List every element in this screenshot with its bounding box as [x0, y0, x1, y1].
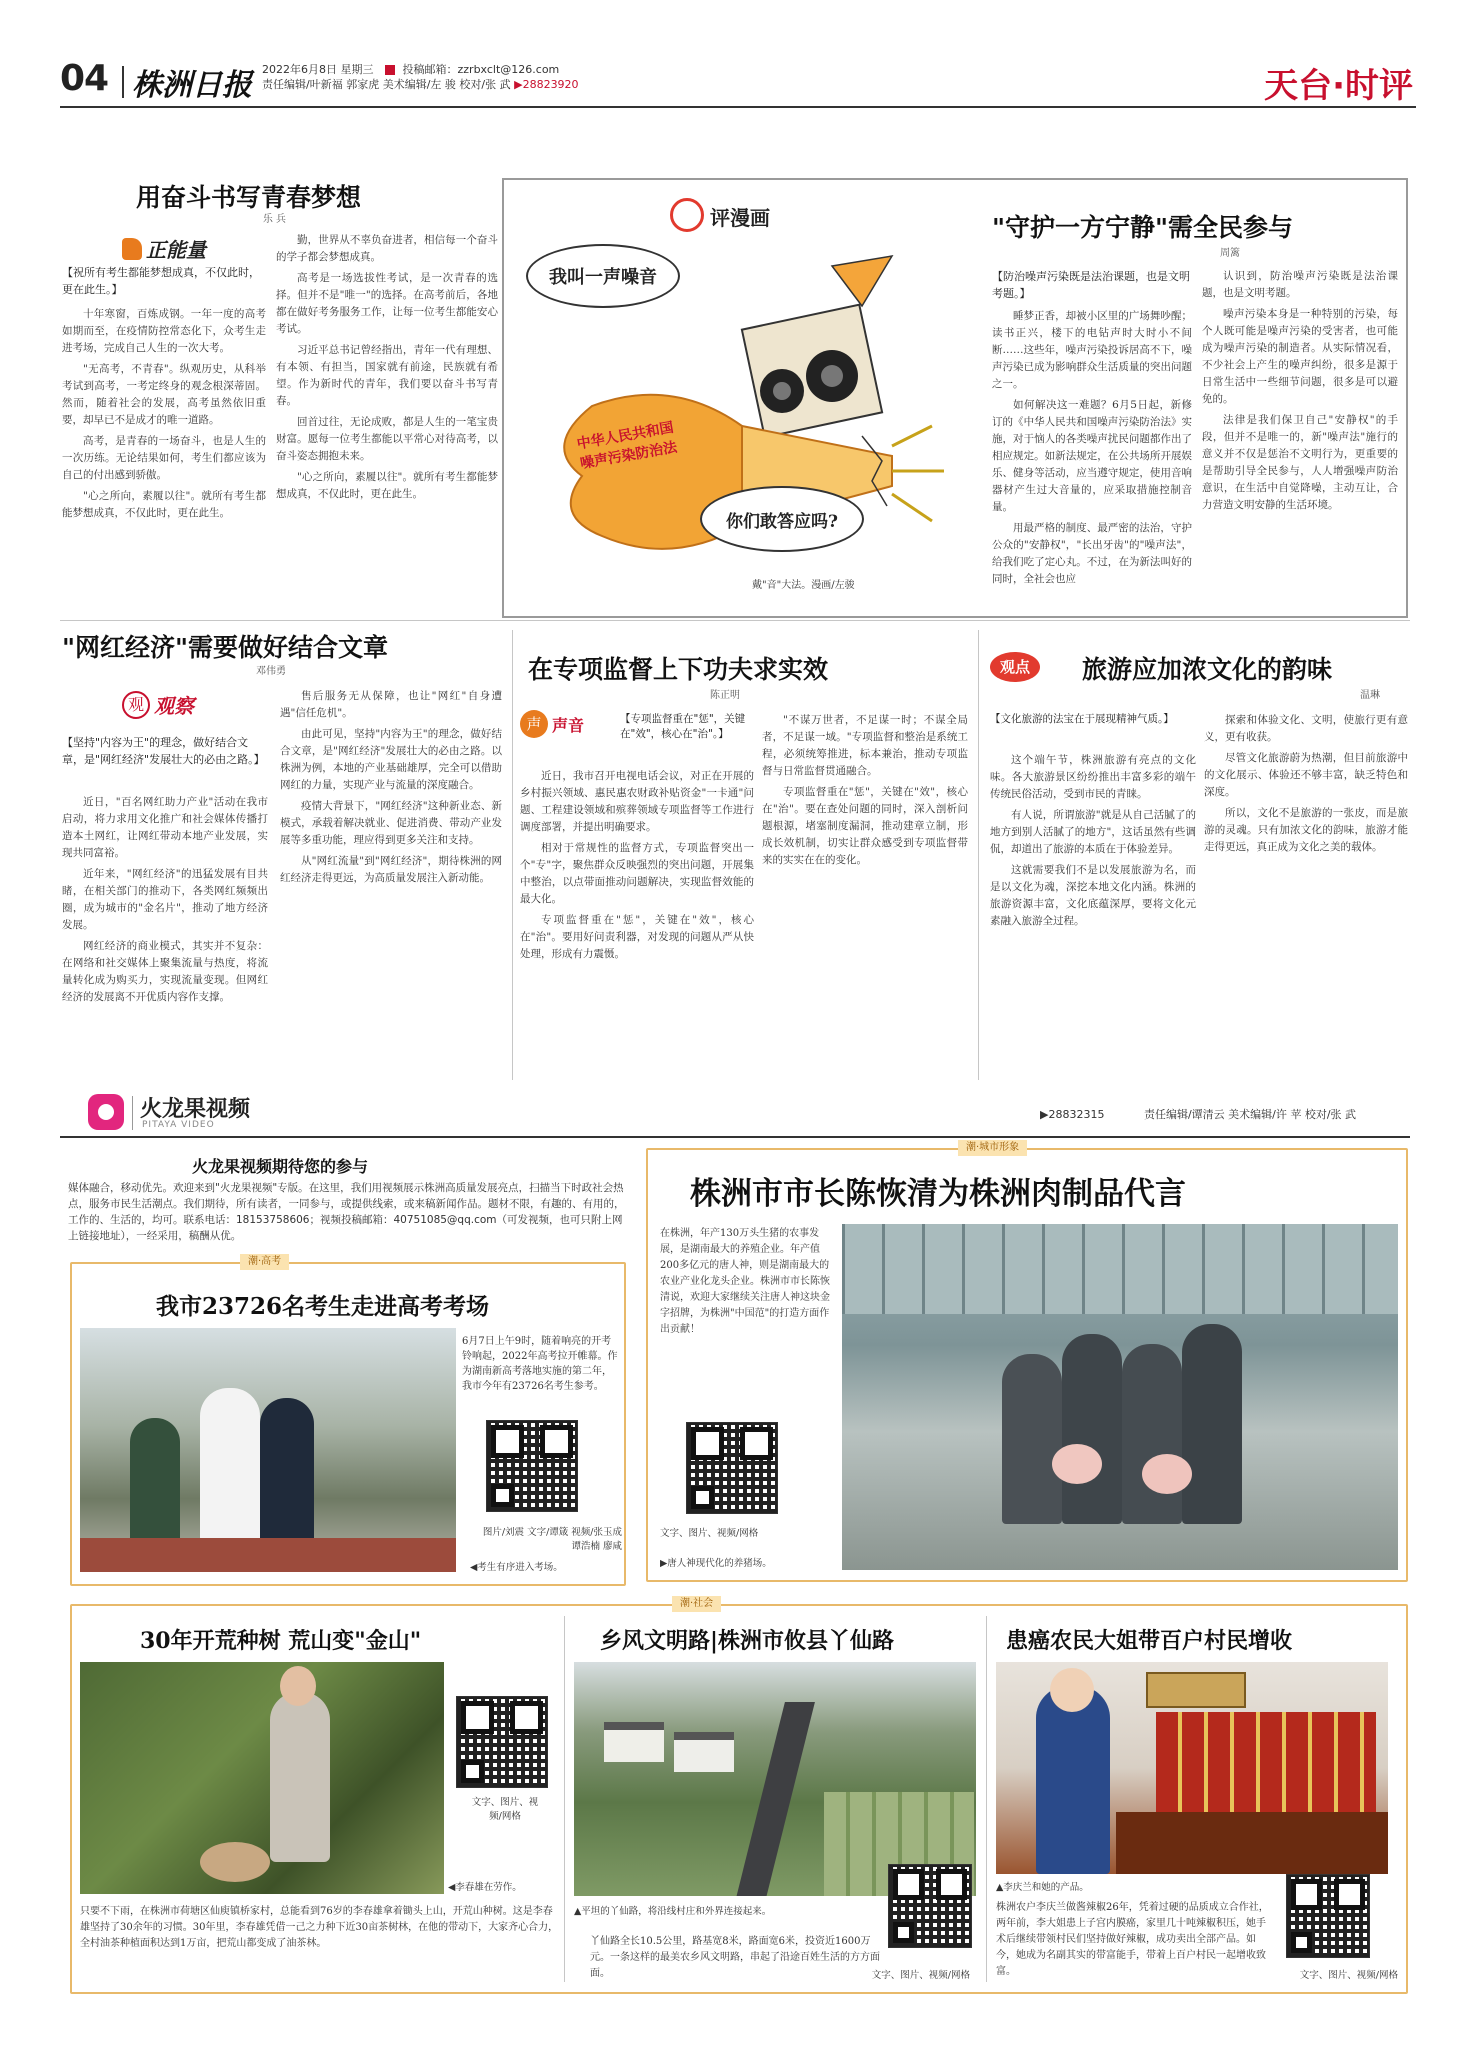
road-qr[interactable] [888, 1864, 972, 1948]
badge-guandian: 观点 [990, 652, 1040, 682]
tree-title: 30年开荒种树 荒山变"金山" [140, 1628, 422, 1654]
pitaya-editors: 责任编辑/谭清云 美术编辑/许 苹 校对/张 武 [1143, 1108, 1357, 1121]
cancer-caption: ▲李庆兰和她的产品。 [996, 1882, 1089, 1893]
author-lvyou: 温琳 [1360, 690, 1380, 701]
body-qingchun-2: 勤，世界从不辜负奋进者，相信每一个奋斗的学子都会梦想成真。 高考是一场选拔性考试，是一次青春的选择。但并不是"唯一"的选择。在高考前后，各地都在做好考务服务工作，让每一位考生都能安心考试。 习近平总书记曾经指出，青年一代有理想、有本领、有担当，国家就有前途，民族就有希望。作为新时代的青年，我们要以奋斗书写青春。 回首过往，无论成败，都是人生的一笔宝贵财富。愿每一位考生都能以平常心对待高考，以奋斗姿态拥抱未来。 "心之所向，素履以往"。就所有考生都能梦想成真，不仅此时，更在此生。 [276, 234, 498, 500]
badge-shengyin: 声 声音 [520, 710, 584, 738]
road-credit: 文字、图片、视频/网格 [871, 1970, 970, 1981]
body-wanghong-2: 售后服务无从保障，也让"网红"自身遭遇"信任危机"。 由此可见，坚持"内容为王"的理念，做好结合文章，是"网红经济"发展壮大的必由之路。以株洲为例，本地的产业基础雄厚，完全可以借助网红的力量，实现产业与流量的深度融合。 疫情大背景下，"网红经济"这种新业态、新模式，承载着解决就业、促进消费、带动产业发展等多重功能，理应得到更多关注和支持。 从"网红流量"到"网红经济"，期待株洲的网红经济走得更远，为高质量发展注入新动能。 [280, 690, 502, 884]
bubble-noise: 我叫一声噪音 [526, 244, 680, 308]
lead-qingchun: 【祝所有考生都能梦想成真，不仅此时，更在此生。】 [62, 266, 260, 296]
pitaya-brand-en: PITAYA VIDEO [142, 1120, 215, 1130]
gaokao-qr[interactable] [486, 1420, 578, 1512]
pitaya-phone: ▶28832315 [1040, 1108, 1105, 1121]
lead-wanghong: 【坚持"内容为王"的理念，做好结合文章，是"网红经济"发展壮大的必由之路。】 [62, 736, 265, 766]
author-shouhu: 周篱 [1220, 248, 1240, 259]
law-label: 中华人民共和国噪声污染防治法 [575, 419, 679, 473]
email-link[interactable]: zzrbxclt@126.com [457, 63, 560, 76]
tree-caption: ◀李春雄在劳作。 [448, 1882, 522, 1893]
mayor-photo [842, 1224, 1398, 1570]
body-shouhu-1: 睡梦正香，却被小区里的广场舞吵醒；读书正兴，楼下的电钻声时大时小不间断……这些年，噪声污染投诉居高不下，噪声污染已成为影响群众生活质量的突出问题之一。 如何解决这一难题？6月5日起，新修订的《中华人民共和国噪声污染防治法》实施，对于恼人的各类噪声扰民问题都作出了相应规定。如新法规定，在公共场所开展娱乐、健身等活动，应当遵守规定，使用音响器材产生过大音量的，应采取措施控制音量。 用最严格的制度、最严密的法治，守护公众的"安静权"，"长出牙齿"的"噪声法"，给我们吃了定心丸。不过，在为新法叫好的同时，全社会也应 [992, 310, 1192, 585]
guan-circle-icon: 观 [122, 691, 150, 719]
tree-credit: 文字、图片、视频/网格 [471, 1797, 539, 1822]
lead-lvyou: 【文化旅游的法宝在于展现精神气质。】 [990, 713, 1174, 725]
cancer-text: 株洲农户李庆兰做酱辣椒26年，凭着过硬的品质成立合作社，两年前，李大姐患上子宫内膜癌，家里几十吨辣椒积压，她手术后继续带领村民们坚持做好辣椒，成功卖出全部产品。如今，她成为名副其实的带富能手，带着上百户村民一起增收致富。 [996, 1902, 1269, 1977]
header-editors: 责任编辑/叶新福 郭家虎 美术编辑/左 骏 校对/张 武 [262, 78, 511, 91]
body-qingchun-1: 十年寒窗，百炼成钢。一年一度的高考如期而至，在疫情防控常态化下，众考生走进考场，完成自己人生的一次大考。 "无高考，不青春"。纵观历史，从科举考试到高考，一考定终身的观念根深蒂固。然而，随着社会的发展，高考虽然依旧重要，却早已不是成才的唯一道路。 高考，是青春的一场奋斗，也是人生的一次历练。无论结果如何，考生们都应该为自己的付出感到骄傲。 "心之所向，素履以往"。就所有考生都能梦想成真，不仅此时，更在此生。 [62, 308, 266, 519]
article-title-zhuanxiang: 在专项监督上下功夫求实效 [528, 655, 829, 684]
cancer-qr[interactable] [1286, 1874, 1370, 1958]
mayor-caption: ▶唐人神现代化的养猪场。 [660, 1558, 772, 1569]
section-title: 天台·时评 [1264, 66, 1413, 106]
road-text: 丫仙路全长10.5公里，路基宽8米，路面宽6米，投资近1600万元。一条这样的最美农乡风文明路，串起了沿途百姓生活的方方面面。 [590, 1936, 880, 1979]
header-date: 2022年6月8日 星期三 [262, 63, 374, 76]
body-wanghong-1: 近日，"百名网红助力产业"活动在我市启动，将力求用文化推广和社会媒体传播打造本土网红，让网红带动本地产业发展，实现共同富裕。 近年来，"网红经济"的迅猛发展有目共睹，在相关部门的推动下，各类网红频频出圈，成为城市的"金名片"，推动了地方经济发展。 网红经济的商业模式，其实并不复杂：在网络和社交媒体上聚集流量与热度，将流量转化成为购买力，实现流量变现。但网红经济的发展离不开优质内容作支撑。 [62, 796, 268, 1003]
author-zhuanxiang: 陈正明 [710, 690, 740, 701]
body-shouhu-2: 认识到，防治噪声污染既是法治课题，也是文明考题。 噪声污染本身是一种特别的污染，每个人既可能是噪声污染的受害者，也可能成为噪声污染的制造者。从实际情况看，不少社会上产生的噪声纠纷，很多是源于日常生活中一些细节问题，很多是可以避免的。 法律是我们保卫自己"安静权"的手段，但并不是唯一的，新"噪声法"施行的意义并不仅是惩治不文明行为，更重要的是帮助引导全民参与，人人增强噪声防治意识，在生活中自觉降噪，主动互让，合力营造文明安静的生活环境。 [1202, 270, 1398, 511]
paper-logo: 株洲日报 [132, 68, 252, 103]
cancer-credit: 文字、图片、视频/网格 [1299, 1970, 1398, 1981]
article-title-lvyou: 旅游应加浓文化的韵味 [1082, 655, 1333, 684]
road-photo [574, 1662, 976, 1896]
mayor-qr[interactable] [686, 1422, 778, 1514]
lead-zhuanxiang: 【专项监督重在"惩"，关键在"效"，核心在"治"。】 [620, 713, 746, 740]
lead-shouhu: 【防治噪声污染既是法治课题，也是文明考题。】 [992, 270, 1190, 300]
mayor-title: 株洲市市长陈恢清为株洲肉制品代言 [690, 1176, 1186, 1212]
body-lvyou-1: 这个端午节，株洲旅游有亮点的文化味。各大旅游景区纷纷推出丰富多彩的端午传统民俗活动，受到市民的青睐。 有人说，所谓旅游"就是从自己活腻了的地方到别人活腻了的地方"，这话虽然有些调侃，却道出了旅游的本质在于体验差异。 这就需要我们不是以发展旅游为名，而是以文化为魂，深挖本地文化内涵。株洲的旅游资源丰富，文化底蕴深厚，要将文化元素融入旅游全过程。 [990, 754, 1196, 927]
page-number: 04 [60, 58, 109, 99]
article-title-wanghong: "网红经济"需要做好结合文章 [62, 633, 389, 662]
cancer-title: 患癌农民大姐带百户村民增收 [1006, 1628, 1293, 1654]
gaokao-photo [80, 1328, 456, 1572]
gaokao-tag: 潮·高考 [240, 1254, 289, 1270]
badge-zhengnengliang: 正能量 [122, 234, 206, 263]
road-caption: ▲平坦的丫仙路，将沿线村庄和外界连接起来。 [574, 1906, 772, 1917]
tree-qr[interactable] [456, 1696, 548, 1788]
gaokao-caption: ◀考生有序进入考场。 [470, 1562, 563, 1573]
body-lvyou-2: 探索和体验文化、文明，使旅行更有意义，更有收获。 尽管文化旅游蔚为热潮，但目前旅游中的文化展示、体验还不够丰富，缺乏特色和深度。 所以，文化不是旅游的一张皮，而是旅游的灵魂。只有加浓文化的韵味，旅游才能走得更远，真正成为文化之美的载体。 [1204, 714, 1408, 853]
badge-guancha: 观 观察 [122, 690, 194, 719]
gaokao-text: 6月7日上午9时，随着响亮的开考铃响起，2022年高考拉开帷幕。作为湖南新高考落地实施的第二年，我市今年有23726名考生参考。 [462, 1336, 618, 1392]
body-zhuanxiang-2: "不谋万世者，不足谋一时；不谋全局者，不足谋一域。"专项监督和整治是系统工程，必须统筹推进，标本兼治，推动专项监督与日常监督贯通融合。 专项监督重在"惩"，关键在"效"，核心在"治"。要在查处问题的同时，深入剖析问题根源，堵塞制度漏洞，推动建章立制，形成长效机制，切实让群众感受到专项监督带来的实实在在的变化。 [762, 714, 968, 866]
road-title: 乡风文明路|株洲市攸县丫仙路 [600, 1628, 895, 1654]
article-title-shouhu: "守护一方宁静"需全民参与 [992, 213, 1294, 242]
gaokao-credit: 图片/刘震 文字/谭箴 视频/张玉成 谭浩楠 廖咸 [482, 1527, 622, 1552]
pitaya-logo-icon [88, 1094, 124, 1130]
thumbs-icon [122, 238, 142, 260]
pitaya-brand: 火龙果视频 [140, 1097, 251, 1122]
header-phone: ▶28823920 [514, 78, 579, 91]
invite-text: 媒体融合，移动优先。欢迎来到"火龙果视频"专版。在这里，我们用视频展示株洲高质量发展亮点，扫描当下时政社会热点，服务市民生活潮点。我们期待，所有读者，一同参与，或提供线索，或来稿新闻作品。题材不限，有趣的、有用的，工作的、生活的，均可。联系电话：18153758606；视频投稿邮箱：40751085@qq.com（可发视频，也可只附上网上链接地址），一经采用，稿酬从优。 [68, 1182, 625, 1242]
mayor-text: 在株洲，年产130万头生猪的农事发展，是湖南最大的养殖企业。年产值200多亿元的唐人神，则是湖南最大的农业产业化龙头企业。株洲市市长陈恢清说，欢迎大家继续关注唐人神这块金字招牌，为株洲"中国范"的打造方面作出贡献！ [660, 1228, 830, 1335]
gaokao-title: 我市23726名考生走进高考考场 [156, 1293, 490, 1320]
email-label: 投稿邮箱 [402, 63, 447, 76]
mayor-tag: 潮·城市形象 [958, 1140, 1027, 1156]
mayor-credit: 文字、图片、视频/网格 [660, 1528, 759, 1539]
invite-title: 火龙果视频期待您的参与 [192, 1157, 369, 1176]
email-marker-icon [385, 65, 395, 75]
sheng-circle-icon: 声 [520, 710, 548, 738]
bubble-answer: 你们敢答应吗? [700, 486, 864, 552]
article-title-qingchun: 用奋斗书写青春梦想 [136, 183, 362, 212]
cartoon-heading: 评漫画 [710, 206, 770, 230]
cancer-photo [996, 1662, 1388, 1874]
tree-photo [80, 1662, 444, 1894]
body-zhuanxiang-1: 近日，我市召开电视电话会议，对正在开展的乡村振兴领域、惠民惠农财政补贴资金"一卡通"问题、工程建设领域和殡葬领域专项监督等工作进行调度部署，并提出明确要求。 相对于常规性的监督方式，专项监督突出一个"专"字，聚焦群众反映强烈的突出问题，开展集中整治，以点带面推动问题解决，实现监督效能的最大化。 专项监督重在"惩"，关键在"效"，核心在"治"。要用好问责利器，对发现的问题从严从快处理，形成有力震慑。 [520, 770, 754, 960]
author-wanghong: 邓伟勇 [256, 666, 286, 677]
author-qingchun: 乐 兵 [262, 214, 286, 225]
cartoon-caption: 戴"音"大法。漫画/左骏 [752, 580, 855, 591]
tree-text: 只要不下雨，在株洲市荷塘区仙庾镇桥家村，总能看到76岁的李春雄拿着锄头上山，开荒山种树。这是李春雄坚持了30余年的习惯。30年里，李春雄凭借一己之力种下近30亩茶树林，在他的带动下，大家齐心合力，全村油茶种植面积达到1万亩，把荒山都变成了油茶林。 [80, 1906, 559, 1949]
cartoon-panel [512, 186, 952, 610]
road-tag: 潮·社会 [672, 1596, 721, 1612]
